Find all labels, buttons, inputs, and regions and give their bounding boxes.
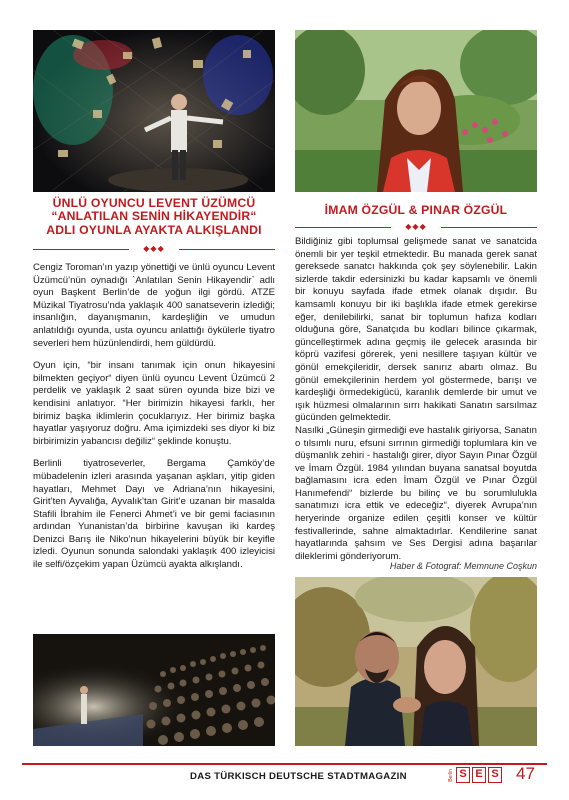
right-headline: İMAM ÖZGÜL & PINAR ÖZGÜL [324, 203, 508, 217]
theater-audience-photo [33, 634, 275, 746]
right-headline-divider [295, 222, 537, 231]
left-headline: ÜNLÜ OYUNCU LEVENT ÜZÜMCÜ “ANLATILAN SENİN HİKAYENDİR“ ADLI OYUNLA AYAKTA ALKIŞLANDI [46, 196, 262, 237]
logo-letter-3: S [488, 767, 502, 783]
right-article-body [295, 236, 537, 573]
logo-letter-1: S [456, 767, 470, 783]
photo-credit: Haber & Fotograf: Memnune Coşkun [389, 561, 537, 571]
left-article-body [33, 262, 275, 582]
page-number: 47 [516, 764, 535, 783]
ses-logo [448, 767, 502, 783]
woman-portrait-photo [295, 30, 537, 192]
left-headline-divider [33, 244, 275, 253]
logo-letter-2: E [472, 767, 486, 783]
stage-actor-photo [33, 30, 275, 192]
divider-diamonds-icon: ◆◆◆ [143, 244, 165, 253]
right-paragraph-2: Nasılki „Güneşin girmediği eve hastalık giriyorsa, Sanatın o tılsımlı nuru, efsuni sırrının girmediği toplumlara kin ve düşmanlık zehiri - hastalığı girer, diyor Sayın Pınar Özgül ve İmam Özgül. 1984 yılından buyana sanatsal boyutda bağlamasını icra eden İmam Özgül ve Pınar Özgül Hanımefendi“ bizlerde bu bilinç ve bu sorumlulukla sanatımızı icra ettik ve edeceğiz“, diyerek Avrupa‘nın heryerinde organize edilen çeşitli konser ve kültür festivallerinde, sahne almaktadırlar. Kendilerine sanat hayatlarında şahsım ve Ses Dergisi adına başarılar dileklerimi gönderiyorum. [295, 424, 537, 562]
right-paragraph-1: Bildiğiniz gibi toplumsal gelişmede sanat ve sanatcida önemli bir yer teşkil etmektedir. Bu manada gerek sanat gereksede sanatcı hakkında çok şey söylenebilir. Lakin sizlerde takdir edersinizki bu kadar kapsamlı ve önemli bir konuyu sayfada ifade etmek olanak dışıdır. Bu kamsamlı konuyu bir iki başlıkla ifade etmek gerekirse eğer, denilebilirki, sanat bir toplumun hafıza kodları olduğuna göre, Sanatçıda bu kodları bilince çıkarmak, güncelleştirmek adına geçmiş ile gelecek arasında bir köprü vazifesi görerek, yeni nesillere taşıyan kültür ve gönül emekçileridir, dersek sanırız abartı olmaz. Bu gönül emekçilerinin herdem yol göstermede, barışı ve kardeşliği örmedekigücü, karanlık demlerde bir umut ve ışık hüzmesi olmalarının sırrı hakikati Sanatın sarsılmaz gücünden gelmektedir. [295, 236, 537, 424]
left-paragraph-3: Berlinli tiyatroseverler, Bergama Çamköy’de mübadelenin izleri arasında yaşanan aşkları, yitip giden hayatları, Mehmet Dayı ve Adriana’nın hikayesini, Girit’ten Ayvalığa, Ayvalık’tan Girit’e uzanan bir masalda Stafili İbrahim ile Fenerci Ahmet’i ve bir gemi faciasının ardından Yunanistan’da birbirine kavuşan iki kardeş Denizci Barış ile Niko’nun hikayelerini büyük bir keyifle izledi. Oyunun sonunda salondaki yaklaşık 400 izleyicisi ile selfi/özçekim yapan Üzümcü ayakta alkışlandı. [33, 458, 275, 571]
magazine-name: DAS TÜRKISCH DEUTSCHE STADTMAGAZIN [190, 771, 407, 782]
left-paragraph-2: Oyun için, “bir insanı tanımak için onun hikayesini bilmekten geçiyor“ diyen ünlü oyuncu Levent Üzümcü 2 perdelik ve yaklaşık 2 saat süren oyunda bize bizi ve kendisini anlatıyor. “Her birimizin hikayesi farklı, her birimiz başka iklimlerin çocuklarıyız. Her birimiz başka hayatlar yaşıyoruz doğru. Ama içimizdeki ses diyor ki biz birbirimizin yabancısı değiliz“ şeklinde konuştu. [33, 360, 275, 447]
left-paragraph-1: Cengiz Toroman’ın yazıp yönettiği ve ünlü oyuncu Levent Üzümcü’nün oynadığı `Anlatılan Senin Hikayendir` adlı oyun Başkent Berlin’de de yoğun ilgi gördü. ATZE Müzikal Tiyatrosu’nda yaklaşık 400 sanatseverin izlediği; insanlığın, dayanışmanın, kardeşliğin ve umudun anlatıldığı oyunda, usta oyuncu anlattığı öykülerle tiyatro severleri hem hüzünlendirdi, hem güldürdü. [33, 262, 275, 349]
footer-rule [22, 763, 547, 765]
logo-city: Berlin [448, 768, 454, 782]
divider-diamonds-icon: ◆◆◆ [405, 222, 427, 231]
couple-portrait-photo [295, 577, 537, 746]
